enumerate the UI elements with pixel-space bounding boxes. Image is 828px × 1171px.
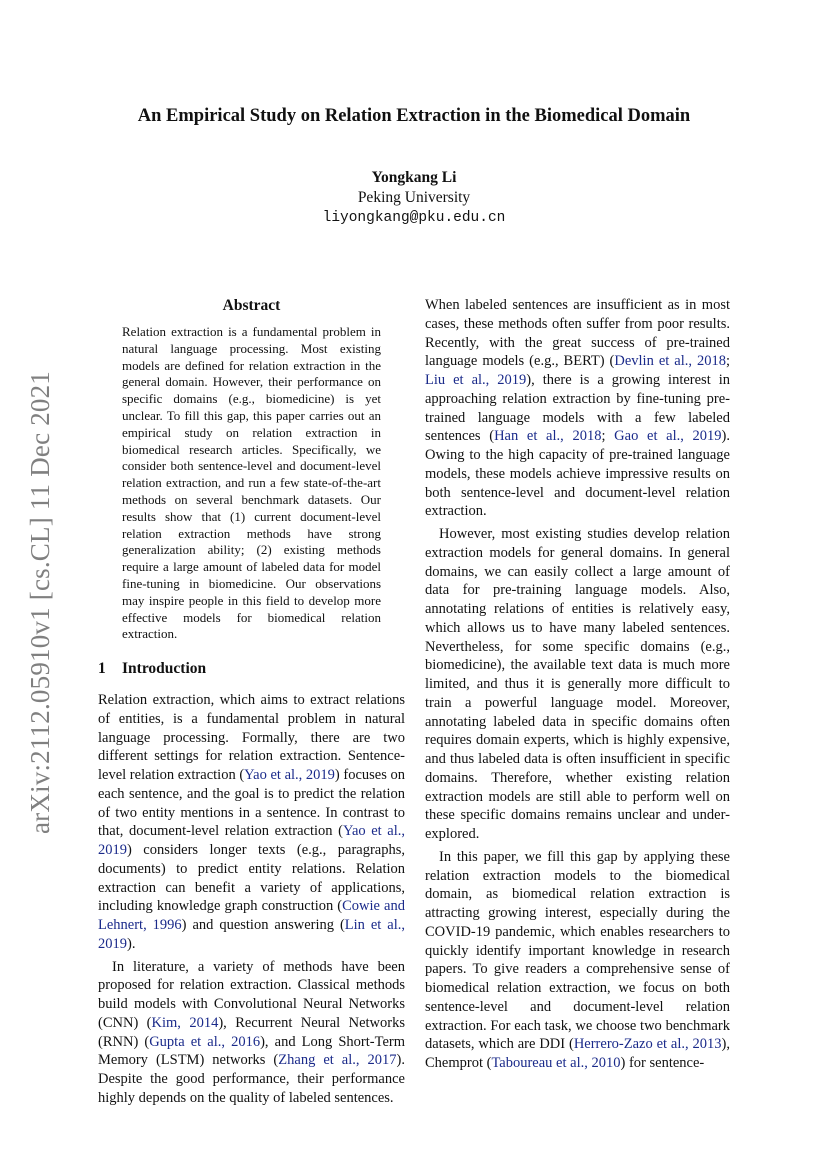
citation-link[interactable]: Yao et al., 2019 — [244, 767, 335, 784]
citation-link[interactable]: Taboureau et al., 2010 — [491, 1055, 621, 1071]
text-run: In this paper, we fill this gap by applying these relation extraction models to the biomedical domain, as biomedical relation extraction is attracting growing interest, especially during the COVID-19 pandemic, which enables researchers to quickly identify important knowledge in research papers. To give readers a comprehensive sense of biomedical relation extraction, we focus on both sentence-level and document-level relation extraction. For each task, we choose two benchmark datasets, which are DDI ( — [425, 848, 730, 1053]
author-email: liyongkang@pku.edu.cn — [322, 210, 506, 226]
text-run: ) focuses on each sentence, and the goal is to predict the relation of two entity mentions in a sentence. In contrast to that, document-level relation extraction ( — [98, 767, 405, 840]
text-run: ), Chemprot ( — [425, 1036, 730, 1071]
citation-link[interactable]: Liu et al., 2019 — [425, 372, 527, 388]
abstract-text: Relation extraction is a fundamental problem in natural language processing. Most existing models are defined for relation extraction in the general domain. However, their performance on specific domains (e.g., biomedicine) is yet unclear. To fill this gap, this paper carries out an empirical study on relation extraction in biomedical research articles. Specifically, we consider both sentence-level and document-level relation extraction, and run a few state-of-the-art methods on several benchmark datasets. Our results show that (1) current document-level relation extraction methods have strong generalization ability; (2) existing methods require a large amount of labeled data for model fine-tuning in biomedicine. Our observations may inspire people in this field to develop more effective models for biomedical relation extraction. — [122, 324, 381, 642]
citation-link[interactable]: Kim, 2014 — [151, 1014, 219, 1031]
text-run: Relation extraction, which aims to extract relations of entities, is a fundamental problem in natural language processing. Formally, there are two different settings for relation extraction. Sentence-level relation extraction ( — [98, 692, 405, 784]
citation-link[interactable]: Devlin et al., 2018 — [614, 353, 726, 370]
intro-paragraph-5 — [425, 848, 730, 1073]
section-title: Introduction — [122, 660, 207, 678]
text-run: ) and question answering ( — [181, 917, 345, 934]
arxiv-id: arXiv:2112.05910v1 [cs.CL] 11 Dec 2021 — [24, 370, 55, 835]
citation-link[interactable]: Gao et al., 2019 — [614, 428, 722, 445]
intro-paragraph-1 — [98, 691, 405, 954]
intro-paragraph-3 — [425, 296, 730, 521]
citation-link[interactable]: Herrero-Zazo et al., 2013 — [573, 1036, 722, 1053]
text-run: ), Recurrent Neural Networks (RNN) ( — [98, 1014, 405, 1050]
text-run: ). Owing to the high capacity of pre-trained language models, these models achieve impressive results on both sentence-level and document-level relation extraction. — [425, 428, 731, 520]
citation-link[interactable]: Gupta et al., 2016 — [149, 1033, 261, 1050]
author-block — [80, 168, 748, 228]
text-run: ). Despite the good performance, their performance highly depends on the quality of labeled sentences. — [98, 1052, 405, 1106]
text-run: ). — [127, 935, 136, 952]
text-run: ), and Long Short-Term Memory (LSTM) networks ( — [98, 1033, 405, 1069]
intro-paragraph-2 — [98, 958, 405, 1108]
section-number: 1 — [98, 660, 106, 678]
text-run: When labeled sentences are insufficient as in most cases, these methods often suffer from poor results. Recently, with the great success of pre-trained language models (e.g., BERT) ( — [425, 297, 730, 370]
intro-paragraph-4: However, most existing studies develop relation extraction models for general domains. In general domains, we can easily collect a large amount of data for pre-training language models. Also, annotating relations of entities is relatively easy, which allows us to have many labeled sentences. Nevertheless, for some specific domains (e.g., biomedicine), the available text data is much more limited, and thus it is generally more difficult to train a powerful language model. Moreover, annotating labeled data in specific domains often requires domain experts, which is highly expensive, and thus labeled data is often insufficient in specific domains. Therefore, whether existing relation extraction models are still able to perform well on these specific domains remains unclear and under-explored. — [425, 526, 730, 842]
right-column — [425, 296, 730, 1073]
text-run: ) for sentence- — [620, 1055, 705, 1071]
text-run: ) considers longer texts (e.g., paragraphs, documents) to predict entity relations. Relation extraction can benefit a variety of applications, including knowledge graph construction ( — [98, 842, 405, 915]
citation-link[interactable]: Han et al., 2018 — [494, 428, 602, 445]
citation-link[interactable]: Yao et al., 2019 — [98, 823, 405, 859]
author-affiliation: Peking University — [357, 189, 471, 206]
paper-title: An Empirical Study on Relation Extraction in the Biomedical Domain — [137, 106, 691, 126]
citation-link[interactable]: Lin et al., 2019 — [98, 917, 405, 952]
text-run: ; — [725, 353, 730, 370]
citation-link[interactable]: Zhang et al., 2017 — [278, 1052, 397, 1069]
author-name: Yongkang Li — [371, 169, 457, 186]
abstract-heading: Abstract — [222, 297, 281, 314]
section-heading — [98, 659, 405, 679]
citation-link[interactable]: Cowie and Lehnert, 1996 — [98, 898, 405, 934]
arxiv-stamp — [20, 355, 60, 850]
text-run: In literature, a variety of methods have been proposed for relation extraction. Classical methods build models with Convolutional Neural Networks (CNN) ( — [98, 958, 405, 1031]
text-run: ; — [601, 428, 615, 445]
text-run: ), there is a growing interest in approaching relation extraction by fine-tuning pre-trained language models with a few labeled sentences ( — [425, 372, 730, 445]
left-column — [98, 296, 405, 1108]
